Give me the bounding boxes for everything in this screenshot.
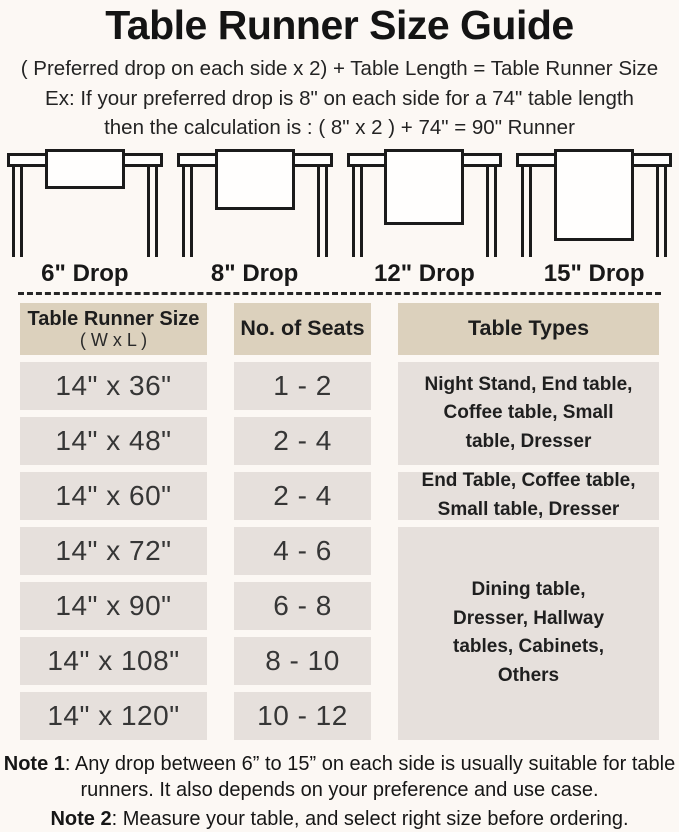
table-leg-right-graphic [486, 164, 497, 257]
note-1-text: : Any drop between 6” to 15” on each side is usually suitable for table runners. It also depends on your preference and use case. [64, 752, 676, 802]
table-illustration-6in-drop [0, 147, 170, 259]
runner-size-cell [20, 637, 207, 685]
runner-size-cell [20, 692, 207, 740]
table-types-cell-small-tables [398, 362, 659, 465]
notes-section [0, 740, 679, 832]
runner-size-value: 14" x 90" [55, 589, 172, 621]
runner-size-value: 14" x 60" [55, 479, 172, 511]
table-leg-left-graphic [521, 164, 532, 257]
seats-cell [234, 527, 371, 575]
table-leg-right-graphic [147, 164, 158, 257]
table-types-text: End Table, Coffee table, Small table, Dresser [421, 470, 636, 520]
runner-graphic [215, 149, 295, 210]
page-title [0, 0, 679, 49]
seats-value: 8 - 10 [265, 644, 340, 676]
page-title-text: Table Runner Size Guide [105, 2, 574, 48]
drop-labels-row [0, 260, 679, 288]
runner-size-value: 14" x 120" [47, 699, 180, 731]
note-1-label: Note 1 [3, 752, 65, 775]
drop-label-12in: 12" Drop [374, 259, 475, 287]
runner-size-value: 14" x 72" [55, 534, 172, 566]
table-illustration-12in-drop [340, 147, 510, 259]
col-header-table-types-label: Table Types [467, 316, 590, 341]
runner-size-cell [20, 362, 207, 410]
table-types-text: Dining table, Dresser, Hallway tables, Cabinets, Others [452, 579, 605, 686]
col-header-runner-size-title: Table Runner Size [27, 307, 200, 330]
table-illustration-8in-drop [170, 147, 340, 259]
table-leg-right-graphic [317, 164, 328, 257]
seats-value: 2 - 4 [273, 479, 332, 511]
runner-size-value: 14" x 36" [55, 369, 172, 401]
runner-size-value: 14" x 108" [47, 644, 180, 676]
example-line-2: then the calculation is : ( 8" x 2 ) + 74" = 90" Runner [104, 116, 575, 140]
note-2-label: Note 2 [50, 807, 112, 830]
seats-cell [234, 637, 371, 685]
note-2 [2, 806, 677, 832]
col-header-runner-size-sub: ( W x L ) [79, 329, 148, 350]
seats-cell [234, 417, 371, 465]
col-header-seats [234, 303, 371, 355]
note-1 [2, 751, 677, 804]
runner-size-cell [20, 527, 207, 575]
runner-size-cell [20, 417, 207, 465]
table-types-text: Night Stand, End table, Coffee table, Small table, Dresser [424, 373, 633, 452]
drop-label-8in: 8" Drop [210, 259, 299, 287]
runner-size-cell [20, 582, 207, 630]
seats-cell [234, 582, 371, 630]
drop-illustrations [0, 147, 679, 259]
seats-value: 2 - 4 [273, 424, 332, 456]
drop-label-6in: 6" Drop [41, 259, 129, 287]
drop-label-15in: 15" Drop [543, 259, 645, 287]
seats-cell [234, 472, 371, 520]
table-leg-left-graphic [182, 164, 193, 257]
table-leg-left-graphic [352, 164, 363, 257]
example-line-1: Ex: If your preferred drop is 8" on each side for a 74" table length [45, 86, 634, 110]
table-illustration-15in-drop [509, 147, 679, 259]
table-leg-left-graphic [12, 164, 23, 257]
runner-graphic [554, 149, 634, 241]
col-header-seats-label: No. of Seats [240, 316, 365, 341]
table-leg-right-graphic [656, 164, 667, 257]
seats-value: 1 - 2 [273, 369, 332, 401]
size-guide-table [0, 295, 679, 740]
seats-cell [234, 362, 371, 410]
seats-value: 6 - 8 [273, 589, 332, 621]
table-types-cell-large-tables [398, 527, 659, 740]
seats-value: 4 - 6 [273, 534, 332, 566]
col-header-runner-size [20, 303, 207, 355]
seats-value: 10 - 12 [257, 699, 348, 731]
col-header-table-types [398, 303, 659, 355]
runner-graphic [45, 149, 125, 189]
runner-size-value: 14" x 48" [55, 424, 172, 456]
runner-graphic [384, 149, 464, 225]
runner-size-cell [20, 472, 207, 520]
formula-text: ( Preferred drop on each side x 2) + Table Length = Table Runner Size [20, 57, 659, 80]
note-2-text: : Measure your table, and select right size before ordering. [111, 807, 629, 830]
seats-cell [234, 692, 371, 740]
table-types-cell-medium-tables [398, 472, 659, 520]
